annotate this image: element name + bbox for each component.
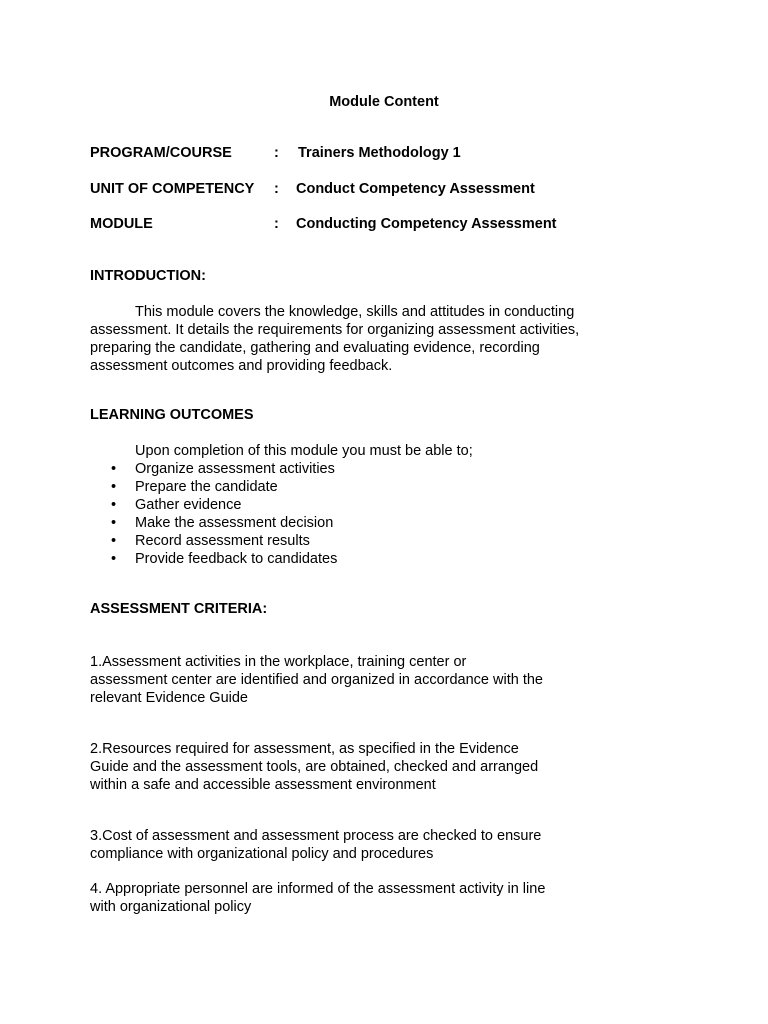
module-label: MODULE	[90, 216, 153, 232]
list-item-text: Record assessment results	[135, 533, 310, 549]
program-course-value: Trainers Methodology 1	[298, 145, 461, 161]
list-item	[90, 532, 337, 550]
bullet-icon: •	[111, 533, 117, 549]
learning-outcomes-lead: Upon completion of this module you must be able to;	[135, 443, 473, 459]
list-item-text: Gather evidence	[135, 497, 242, 513]
module-colon: :	[274, 216, 279, 232]
criterion-item-3: 3.Cost of assessment and assessment process are checked to ensure compliance with organizational policy and procedures	[90, 828, 542, 862]
bullet-icon: •	[111, 479, 117, 495]
list-item-text: Prepare the candidate	[135, 479, 278, 495]
module-value: Conducting Competency Assessment	[296, 216, 557, 232]
unit-of-competency-value: Conduct Competency Assessment	[296, 181, 535, 197]
list-item	[90, 460, 337, 478]
criterion-item-1: 1.Assessment activities in the workplace, training center or assessment center are identified and organized in accordance with the relevant Evidence Guide	[90, 654, 543, 706]
list-item-text: Organize assessment activities	[135, 461, 335, 477]
bullet-icon: •	[111, 551, 117, 567]
list-item	[90, 496, 337, 514]
unit-of-competency-colon: :	[274, 181, 279, 197]
introduction-heading: INTRODUCTION:	[90, 268, 206, 284]
bullet-icon: •	[111, 515, 117, 531]
learning-outcomes-list	[90, 460, 337, 568]
criterion-item-2: 2.Resources required for assessment, as specified in the Evidence Guide and the assessment tools, are obtained, checked and arranged within a safe and accessible assessment environment	[90, 741, 539, 793]
introduction-text: This module covers the knowledge, skills and attitudes in conducting assessment. It details the requirements for organizing assessment activities, preparing the candidate, gathering and evaluating evidence, recording assessment outcomes and providing feedback.	[90, 304, 580, 374]
list-item	[90, 550, 337, 568]
list-item-text: Provide feedback to candidates	[135, 551, 338, 567]
program-course-label: PROGRAM/COURSE	[90, 145, 232, 161]
unit-of-competency-label: UNIT OF COMPETENCY	[90, 181, 255, 197]
list-item	[90, 478, 337, 496]
bullet-icon: •	[111, 461, 117, 477]
program-course-colon: :	[274, 145, 279, 161]
list-item	[90, 514, 337, 532]
learning-outcomes-heading: LEARNING OUTCOMES	[90, 407, 254, 423]
list-item-text: Make the assessment decision	[135, 515, 334, 531]
page-title: Module Content	[329, 94, 439, 110]
assessment-criteria-heading: ASSESSMENT CRITERIA:	[90, 601, 268, 617]
bullet-icon: •	[111, 497, 117, 513]
criterion-item-4: 4. Appropriate personnel are informed of the assessment activity in line with organizational policy	[90, 881, 546, 915]
